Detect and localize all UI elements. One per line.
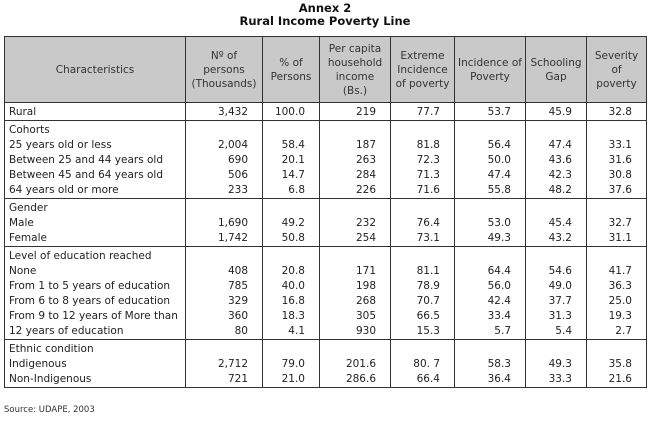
empty-cell	[391, 340, 455, 358]
row-label: Male	[5, 216, 186, 231]
table-cell: 2,004	[186, 138, 263, 153]
table-cell: 50.0	[455, 153, 526, 168]
group-heading: Cohorts	[5, 121, 186, 139]
table-cell: 5.4	[526, 324, 587, 340]
table-row	[5, 216, 647, 231]
table-cell: 53.0	[455, 216, 526, 231]
table-cell: 56.0	[455, 279, 526, 294]
group-heading: Level of education reached	[5, 247, 186, 265]
table-cell: 20.8	[263, 264, 320, 279]
header-row	[5, 37, 647, 103]
empty-cell	[391, 121, 455, 139]
table-cell: 31.1	[587, 231, 647, 247]
table-subtitle: Rural Income Poverty Line	[239, 14, 411, 28]
source-note: Source: UDAPE, 2003	[4, 405, 95, 415]
table-cell: 36.4	[455, 372, 526, 388]
table-cell: 33.1	[587, 138, 647, 153]
row-label: From 6 to 8 years of education	[5, 294, 186, 309]
group-heading: Ethnic condition	[5, 340, 186, 358]
table-cell: 73.1	[391, 231, 455, 247]
table-cell: 329	[186, 294, 263, 309]
table-cell: 31.6	[587, 153, 647, 168]
table-cell: 30.8	[587, 168, 647, 183]
table-cell: 58.3	[455, 357, 526, 372]
table-cell: 226	[320, 183, 391, 199]
col-header-severity: Severity of poverty	[587, 37, 647, 103]
table-cell: 408	[186, 264, 263, 279]
row-label: Rural	[5, 103, 186, 121]
table-cell: 47.4	[526, 138, 587, 153]
table-cell: 49.3	[455, 231, 526, 247]
table-cell: 43.2	[526, 231, 587, 247]
empty-cell	[320, 340, 391, 358]
table-cell: 930	[320, 324, 391, 340]
table-cell: 286.6	[320, 372, 391, 388]
group-heading-row	[5, 247, 647, 265]
empty-cell	[455, 340, 526, 358]
empty-cell	[455, 199, 526, 217]
table-row	[5, 103, 647, 121]
col-header-extreme: Extreme Incidence of poverty	[391, 37, 455, 103]
table-cell: 1,690	[186, 216, 263, 231]
table-row	[5, 324, 647, 340]
row-label: Indigenous	[5, 357, 186, 372]
table-cell: 16.8	[263, 294, 320, 309]
table-cell: 66.4	[391, 372, 455, 388]
table-cell: 21.0	[263, 372, 320, 388]
empty-cell	[263, 247, 320, 265]
empty-cell	[263, 199, 320, 217]
table-cell: 254	[320, 231, 391, 247]
table-cell: 14.7	[263, 168, 320, 183]
group-heading-row	[5, 199, 647, 217]
table-row	[5, 264, 647, 279]
table-cell: 171	[320, 264, 391, 279]
table-cell: 305	[320, 309, 391, 324]
table-cell: 100.0	[263, 103, 320, 121]
table-cell: 81.8	[391, 138, 455, 153]
table-cell: 198	[320, 279, 391, 294]
empty-cell	[186, 247, 263, 265]
table-body	[5, 103, 647, 388]
group-heading: Gender	[5, 199, 186, 217]
table-cell: 2.7	[587, 324, 647, 340]
row-label: 12 years of education	[5, 324, 186, 340]
table-row	[5, 153, 647, 168]
table-cell: 56.4	[455, 138, 526, 153]
row-label: Female	[5, 231, 186, 247]
table-cell: 53.7	[455, 103, 526, 121]
table-cell: 71.3	[391, 168, 455, 183]
table-cell: 79.0	[263, 357, 320, 372]
table-cell: 219	[320, 103, 391, 121]
table-cell: 268	[320, 294, 391, 309]
table-cell: 43.6	[526, 153, 587, 168]
empty-cell	[391, 247, 455, 265]
table-cell: 35.8	[587, 357, 647, 372]
table-cell: 80. 7	[391, 357, 455, 372]
empty-cell	[186, 199, 263, 217]
table-cell: 58.4	[263, 138, 320, 153]
empty-cell	[320, 199, 391, 217]
table-cell: 25.0	[587, 294, 647, 309]
table-cell: 33.3	[526, 372, 587, 388]
table-cell: 42.4	[455, 294, 526, 309]
table-cell: 721	[186, 372, 263, 388]
row-label: Between 25 and 44 years old	[5, 153, 186, 168]
group-heading-row	[5, 340, 647, 358]
col-header-persons: Nº of persons (Thousands)	[186, 37, 263, 103]
table-cell: 42.3	[526, 168, 587, 183]
empty-cell	[526, 199, 587, 217]
empty-cell	[587, 340, 647, 358]
row-label: From 1 to 5 years of education	[5, 279, 186, 294]
table-row	[5, 138, 647, 153]
table-cell: 1,742	[186, 231, 263, 247]
table-cell: 506	[186, 168, 263, 183]
table-cell: 40.0	[263, 279, 320, 294]
row-label: Between 45 and 64 years old	[5, 168, 186, 183]
empty-cell	[320, 247, 391, 265]
table-cell: 284	[320, 168, 391, 183]
table-cell: 37.6	[587, 183, 647, 199]
table-row	[5, 183, 647, 199]
row-label: None	[5, 264, 186, 279]
table-cell: 54.6	[526, 264, 587, 279]
table-cell: 76.4	[391, 216, 455, 231]
table-cell: 690	[186, 153, 263, 168]
row-label: 25 years old or less	[5, 138, 186, 153]
empty-cell	[526, 121, 587, 139]
table-row	[5, 357, 647, 372]
empty-cell	[455, 121, 526, 139]
table-cell: 72.3	[391, 153, 455, 168]
empty-cell	[320, 121, 391, 139]
table-cell: 80	[186, 324, 263, 340]
table-cell: 49.3	[526, 357, 587, 372]
empty-cell	[263, 340, 320, 358]
table-cell: 5.7	[455, 324, 526, 340]
table-row	[5, 279, 647, 294]
row-label: 64 years old or more	[5, 183, 186, 199]
col-header-schooling: Schooling Gap	[526, 37, 587, 103]
table-cell: 263	[320, 153, 391, 168]
empty-cell	[587, 121, 647, 139]
table-cell: 66.5	[391, 309, 455, 324]
table-row	[5, 294, 647, 309]
table-cell: 201.6	[320, 357, 391, 372]
table-cell: 45.4	[526, 216, 587, 231]
empty-cell	[587, 247, 647, 265]
table-cell: 81.1	[391, 264, 455, 279]
group-heading-row	[5, 121, 647, 139]
table-cell: 41.7	[587, 264, 647, 279]
table-cell: 785	[186, 279, 263, 294]
table-cell: 233	[186, 183, 263, 199]
table-cell: 32.7	[587, 216, 647, 231]
annex-title: Annex 2	[298, 1, 352, 15]
empty-cell	[391, 199, 455, 217]
table-cell: 49.2	[263, 216, 320, 231]
table-cell: 19.3	[587, 309, 647, 324]
table-cell: 55.8	[455, 183, 526, 199]
empty-cell	[263, 121, 320, 139]
table-cell: 45.9	[526, 103, 587, 121]
table-cell: 360	[186, 309, 263, 324]
empty-cell	[526, 340, 587, 358]
poverty-table	[4, 36, 647, 388]
table-row	[5, 372, 647, 388]
col-header-percent: % of Persons	[263, 37, 320, 103]
table-cell: 2,712	[186, 357, 263, 372]
col-header-income: Per capita household income (Bs.)	[320, 37, 391, 103]
table-cell: 3,432	[186, 103, 263, 121]
table-row	[5, 168, 647, 183]
row-label: From 9 to 12 years of More than	[5, 309, 186, 324]
row-label: Non-Indigenous	[5, 372, 186, 388]
table-cell: 4.1	[263, 324, 320, 340]
table-cell: 70.7	[391, 294, 455, 309]
table-row	[5, 309, 647, 324]
table-row	[5, 231, 647, 247]
table-cell: 31.3	[526, 309, 587, 324]
table-cell: 71.6	[391, 183, 455, 199]
table-cell: 232	[320, 216, 391, 231]
table-cell: 77.7	[391, 103, 455, 121]
empty-cell	[526, 247, 587, 265]
table-cell: 18.3	[263, 309, 320, 324]
table-cell: 15.3	[391, 324, 455, 340]
table-cell: 33.4	[455, 309, 526, 324]
table-cell: 48.2	[526, 183, 587, 199]
table-cell: 78.9	[391, 279, 455, 294]
table-cell: 6.8	[263, 183, 320, 199]
table-cell: 49.0	[526, 279, 587, 294]
table-cell: 187	[320, 138, 391, 153]
table-cell: 20.1	[263, 153, 320, 168]
col-header-incidence: Incidence of Poverty	[455, 37, 526, 103]
table-cell: 50.8	[263, 231, 320, 247]
empty-cell	[455, 247, 526, 265]
table-cell: 37.7	[526, 294, 587, 309]
table-cell: 47.4	[455, 168, 526, 183]
empty-cell	[186, 340, 263, 358]
table-cell: 64.4	[455, 264, 526, 279]
table-cell: 36.3	[587, 279, 647, 294]
table-cell: 21.6	[587, 372, 647, 388]
empty-cell	[587, 199, 647, 217]
table-cell: 32.8	[587, 103, 647, 121]
col-header-characteristics: Characteristics	[5, 37, 186, 103]
empty-cell	[186, 121, 263, 139]
